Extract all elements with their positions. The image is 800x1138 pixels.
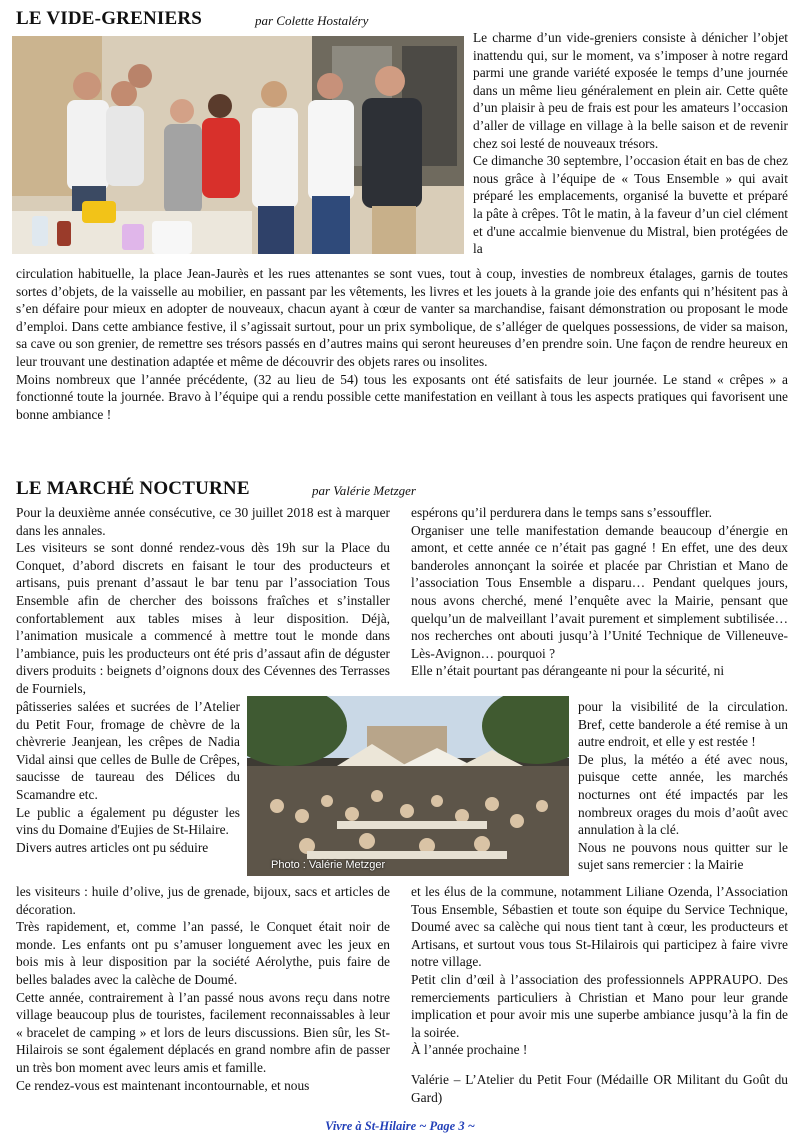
article2-left-column-bottom — [16, 883, 390, 1094]
article2-right-column-bottom — [411, 883, 788, 1059]
paragraph: les visiteurs : huile d’olive, jus de grenade, bijoux, sacs et articles de décoration. — [16, 884, 390, 917]
paragraph: et les élus de la commune, notamment Liliane Ozenda, l’Association Tous Ensemble, Sébastien et toute son équipe du Service Technique, Doumé avec sa calèche qui nous tient tant à cœur, les producteurs et Artisans, et surtout vous tous St-Hilairois qui participez à faire vivre notre village. — [411, 884, 788, 970]
article2-right-column-top — [411, 504, 788, 680]
article-author: par Colette Hostaléry — [255, 13, 369, 28]
paragraph: Divers autres articles ont pu séduire — [16, 839, 209, 855]
article-author: par Valérie Metzger — [312, 483, 416, 498]
paragraph: Le charme d’un vide-greniers consiste à dénicher l’objet inattendu qui, sur le moment, va s’imposer à notre regard parmi une grande variété exposée le temps d’une journée dans un même lieu généralement en plein air. Cette quête d’un plaisir à peu de frais est pour les amateurs l’occasion d’aller de village en village à la belle saison et de revenir chez soi lesté de nouveaux trésors. — [473, 30, 788, 151]
page-footer: Vivre à St-Hilaire ~ Page 3 ~ — [325, 1119, 475, 1133]
paragraph: Les visiteurs se sont donné rendez-vous dès 19h sur la Place du Conquet, d’abord discrets en faisant le tour des producteurs et artisans, puis prenant d’assaut le bar tenu par l’association Tous Ensemble afin de chercher des boissons fraîches et s’installer confortablement aux tables mises à leur disposition. Déjà, l’animation musicale a commencé à mettre tout le monde dans l’ambiance, puis les producteurs ont été pris d’assaut afin de déguster divers produits : beignets d’oignons doux des Cévennes des Terrasses de Fourniels, — [16, 540, 390, 696]
paragraph: À l’année prochaine ! — [411, 1042, 528, 1058]
photo-night-market — [247, 696, 569, 876]
paragraph: Ce dimanche 30 septembre, l’occasion était en bas de chez nous grâce à l’équipe de « Tous Ensemble » qui avait préparé les emplacements, organisé la buvette et préparé la pâte à crêpes. Tôt le matin, à la faveur d’un ciel clément et d'une accalmie bienvenue du Mistral, bien protégées de la — [473, 153, 788, 257]
paragraph: Très rapidement, et, comme l’an passé, le Conquet était noir de monde. Les enfants ont pu s’amuser longuement avec les jeux en bois mis à leur disposition par la société Aérolythe, puis faire de belles balades avec la calèche de Doumé. — [16, 919, 390, 987]
article1-full-width-text — [16, 265, 788, 423]
paragraph: Elle n’était pourtant pas dérangeante ni pour la sécurité, ni — [411, 663, 725, 679]
paragraph: Nous ne pouvons nous quitter sur le sujet sans remercier : la Mairie — [578, 839, 788, 873]
paragraph: pour la visibilité de la circulation. Bref, cette banderole a été remise à un autre endroit, et elle y est restée ! — [578, 699, 788, 750]
article-title-marche-nocturne: LE MARCHÉ NOCTURNE — [16, 478, 250, 499]
article2-left-column-top — [16, 504, 390, 698]
paragraph: Pour la deuxième année consécutive, ce 30 juillet 2018 est à marquer dans les annales. — [16, 505, 390, 538]
article1-right-column — [473, 29, 788, 258]
paragraph: pâtisseries salées et sucrées de l’Atelier du Petit Four, fromage de chèvre de la chèvrerie Jeanjean, les crêpes de Nadia Vidal ainsi que celles de Bulle de Crêpes, saucisse de taureau des Délices du Scamandre etc. — [16, 699, 240, 802]
paragraph: espérons qu’il perdurera dans le temps sans s’essouffler. — [411, 505, 712, 520]
paragraph: Ce rendez-vous est maintenant incontournable, et nous — [16, 1077, 310, 1093]
paragraph: Le public a également pu déguster les vins du Domaine d'Eujies de St-Hilaire. — [16, 804, 240, 838]
article-title-vide-greniers: LE VIDE-GRENIERS — [16, 8, 203, 29]
paragraph: Organiser une telle manifestation demande beaucoup d’énergie en amont, et cette année ce n’était pas gagné ! En effet, une des deux banderoles annonçant la soirée et placée par Christian et Mano de l’association Tous Ensemble a disparu… Pendant quelques jours, nous avons cherché, mené l’enquête avec la Mairie, pensant que quelqu’un de malveillant l’avait purement et simplement subtilisée… nos recherches ont abouti jusqu’à l’Unité Technique de Villeneuve-Lès-Avignon… pourquoi ? — [411, 522, 788, 661]
paragraph: Cette année, contrairement à l’an passé nous avons reçu dans notre village beaucoup plus de touristes, facilement reconnaissables à leur « bracelet de camping » et lors de leurs discussions. Bien sûr, les St-Hilairois se sont également déplacés en grand nombre afin de passer un très bon moment avec leurs amis et famille. — [16, 989, 390, 1075]
paragraph: De plus, la météo a été avec nous, puisque cette année, les marchés nocturnes ont été impactés par les nombreux orages du mois d’août avec annulation à la clé. — [578, 751, 788, 838]
paragraph: circulation habituelle, la place Jean-Jaurès et les rues attenantes se sont vues, tout à coup, investies de nombreux étalages, garnis de toutes sortes d’objets, de la vaisselle au mobilier, en passant par les vêtements, les livres et les jouets à la grande joie des enfants qui n’hésitent pas à s’en défaire pour mieux en adopter de nouveaux, chacun ayant à cœur de vanter sa marchandise, faisant démonstration ou proposant le mode d’emploi. Dans cette ambiance festive, il s’agissait surtout, pour un prix symbolique, de s’alléger de quelques possessions, de vider sa maison, sa cave ou son grenier, de remettre ses trésors passés en d’autres mains qui seront heureuses d’en prendre soin. Une façon de rendre heureux en leur trouvant une destination adaptée et même de découvrir des objets rares ou insolites. — [16, 266, 788, 369]
paragraph: Petit clin d’œil à l’association des professionnels APPRAUPO. Des remerciements particuliers à Christian et Mano pour leur grande implication et pour avoir mis une superbe ambiance jusqu’à la fin de la soirée. — [411, 971, 788, 1040]
article2-signature: Valérie – L’Atelier du Petit Four (Médaille OR Militant du Goût du Gard) — [411, 1072, 788, 1105]
photo-caption: Photo : Valérie Metzger — [271, 859, 386, 871]
paragraph: Moins nombreux que l’année précédente, (32 au lieu de 54) tous les exposants ont été satisfaits de leur journée. Le stand « crêpes » a fonctionné toute la journée. Bravo à l’équipe qui a rendu possible cette manifestation en veillant à tous les aspects pratiques qui favorisent une bonne ambiance ! — [16, 371, 788, 422]
article2-right-column-narrow — [578, 698, 788, 874]
article2-left-column-narrow — [16, 698, 240, 856]
photo-team-vide-greniers — [12, 36, 464, 254]
